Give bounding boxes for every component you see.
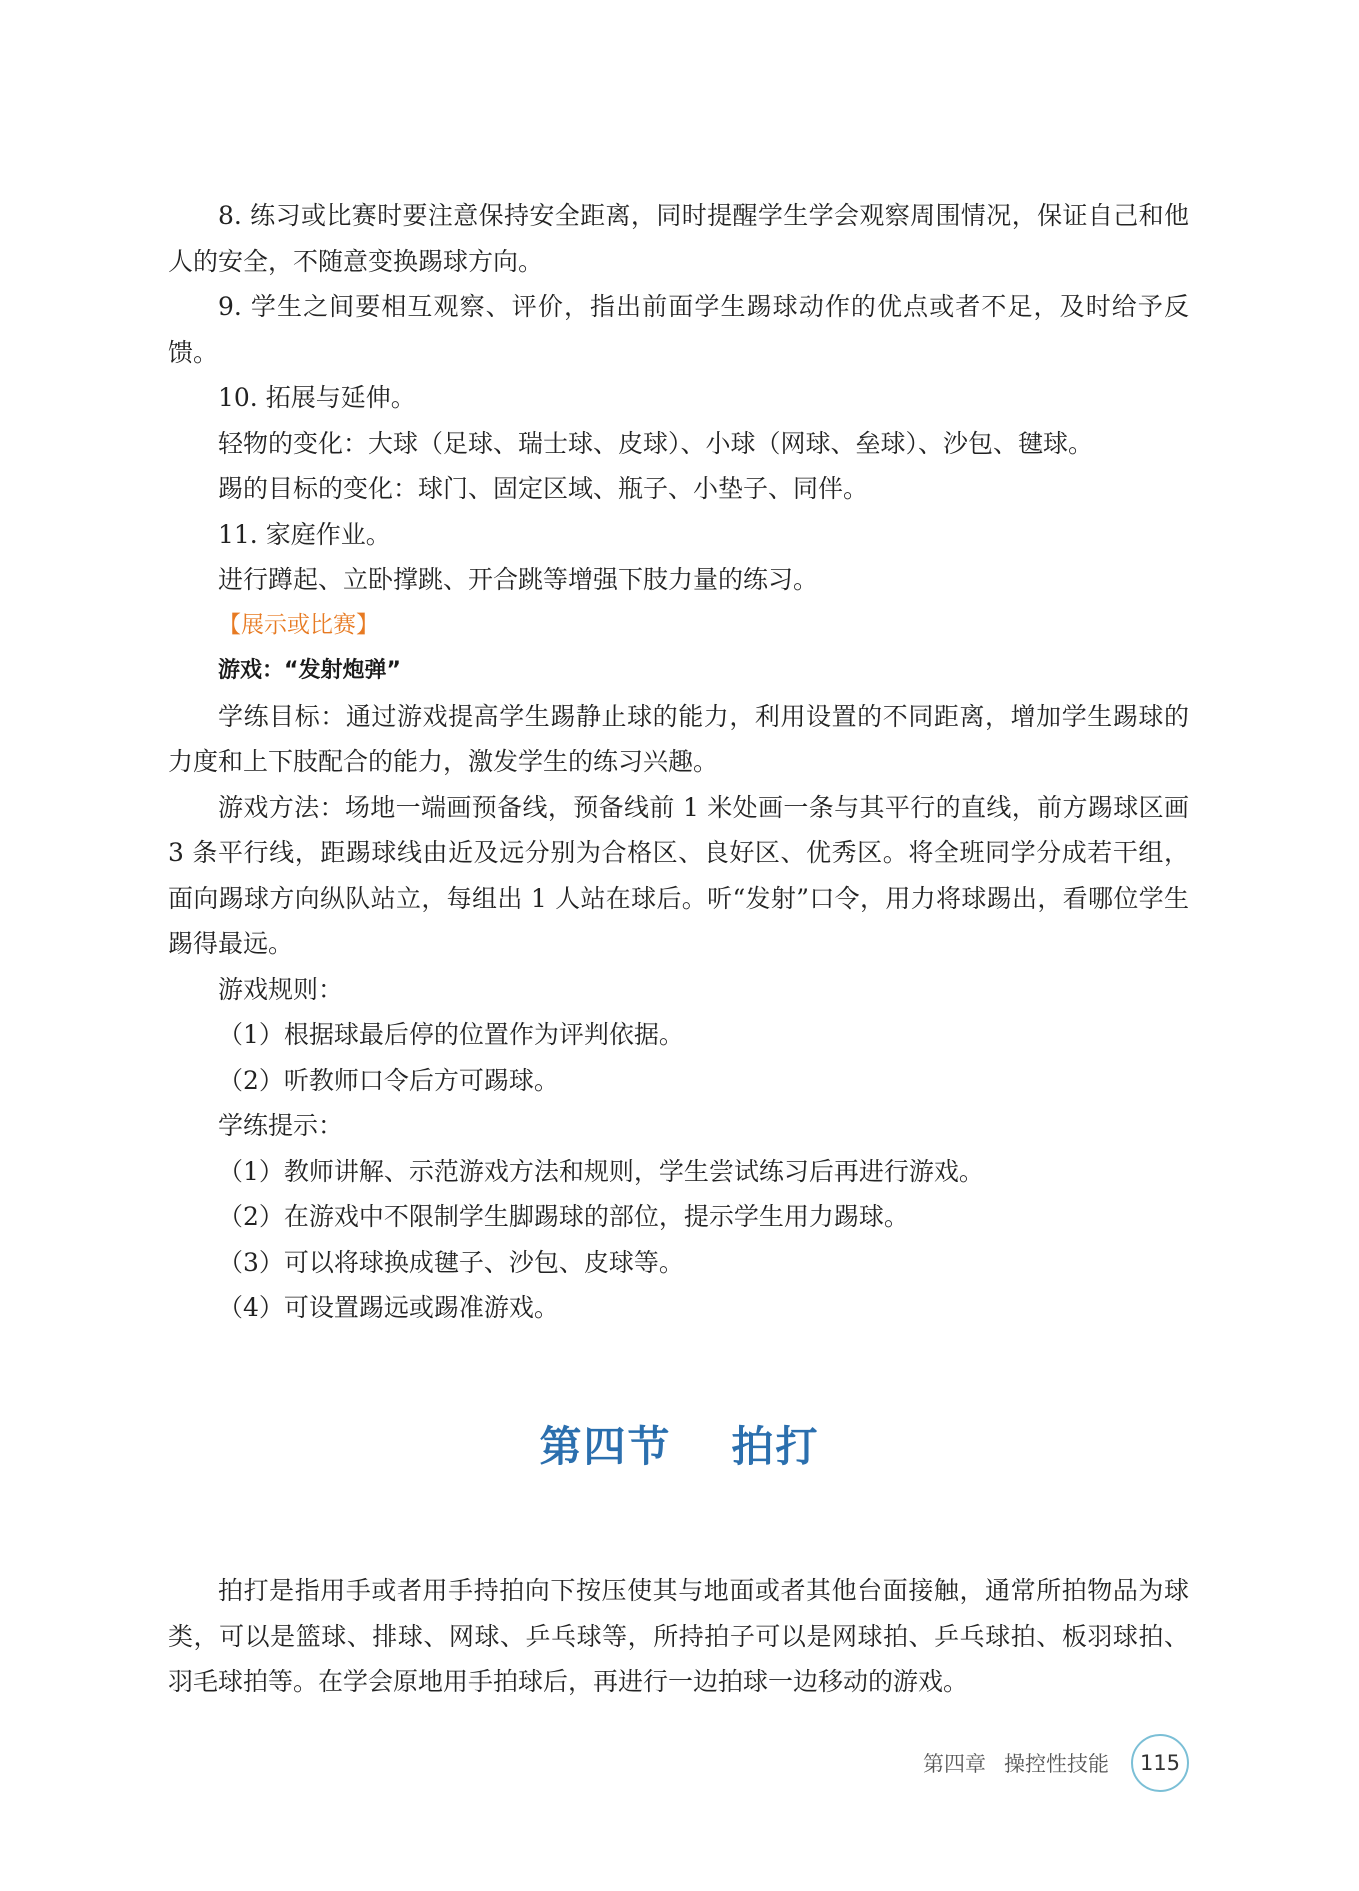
rule-item: （2）听教师口令后方可踢球。: [218, 1065, 559, 1095]
rule-item: （1）根据球最后停的位置作为评判依据。: [218, 1020, 684, 1049]
section-intro: 拍打是指用手或者用手持拍向下按压使其与地面或者其他台面接触，通常所拍物品为球类，可以是篮球、排球、网球、乒乓球等，所持拍子可以是网球拍、乒乓球拍、板羽球拍、羽毛球拍等。在学会原地用手拍球后，再进行一边拍球一边移动的游戏。: [168, 1576, 1189, 1696]
section-title: [0, 1414, 1359, 1474]
item-10: 10. 拓展与延伸。: [218, 383, 416, 412]
item-9: 9. 学生之间要相互观察、评价，指出前面学生踢球动作的优点或者不足，及时给予反馈。: [168, 292, 1189, 367]
item-8: 8. 练习或比赛时要注意保持安全距离，同时提醒学生学会观察周围情况，保证自己和他人的安全，不随意变换踢球方向。: [168, 201, 1189, 276]
tip-item: （4）可设置踢远或踢准游戏。: [218, 1293, 559, 1322]
game-title: 游戏：“发射炮弹”: [218, 658, 401, 683]
tip-item: （3）可以将球换成毽子、沙包、皮球等。: [218, 1247, 684, 1277]
page-footer: [923, 1735, 1189, 1791]
rules-label: 游戏规则：: [218, 974, 344, 1004]
target-change: 踢的目标的变化：球门、固定区域、瓶子、小垫子、同伴。: [218, 474, 869, 503]
section-name: 拍打: [731, 1422, 820, 1471]
chapter-number: 第四章: [923, 1752, 986, 1776]
chapter-title: 操控性技能: [1004, 1752, 1109, 1776]
tip-item: （1）教师讲解、示范游戏方法和规则，学生尝试练习后再进行游戏。: [218, 1156, 984, 1186]
homework-text: 进行蹲起、立卧撑跳、开合跳等增强下肢力量的练习。: [218, 565, 819, 594]
section-content: [168, 1568, 1189, 1705]
tips-label: 学练提示：: [218, 1111, 344, 1140]
page-number-badge: [1131, 1734, 1189, 1792]
show-or-competition-tag: 【展示或比赛】: [218, 611, 379, 638]
page-number: 115: [1139, 1751, 1181, 1775]
tip-item: （2）在游戏中不限制学生脚踢球的部位，提示学生用力踢球。: [218, 1202, 909, 1231]
light-object-change: 轻物的变化：大球（足球、瑞士球、皮球）、小球（网球、垒球）、沙包、毽球。: [218, 428, 1094, 458]
game-method: 游戏方法：场地一端画预备线，预备线前 1 米处画一条与其平行的直线，前方踢球区画 3 条平行线，距踢球线由近及远分别为合格区、良好区、优秀区。将全班同学分成若干组，面向踢球方向纵队站立，每组出 1 人站在球后。听“发射”口令，用力将球踢出，看哪位学生踢得最远。: [168, 792, 1189, 958]
game-goal: 学练目标：通过游戏提高学生踢静止球的能力，利用设置的不同距离，增加学生踢球的力度和上下肢配合的能力，激发学生的练习兴趣。: [168, 701, 1189, 776]
section-number: 第四节: [539, 1422, 672, 1471]
main-content: [168, 193, 1189, 1331]
item-11: 11. 家庭作业。: [218, 519, 391, 549]
